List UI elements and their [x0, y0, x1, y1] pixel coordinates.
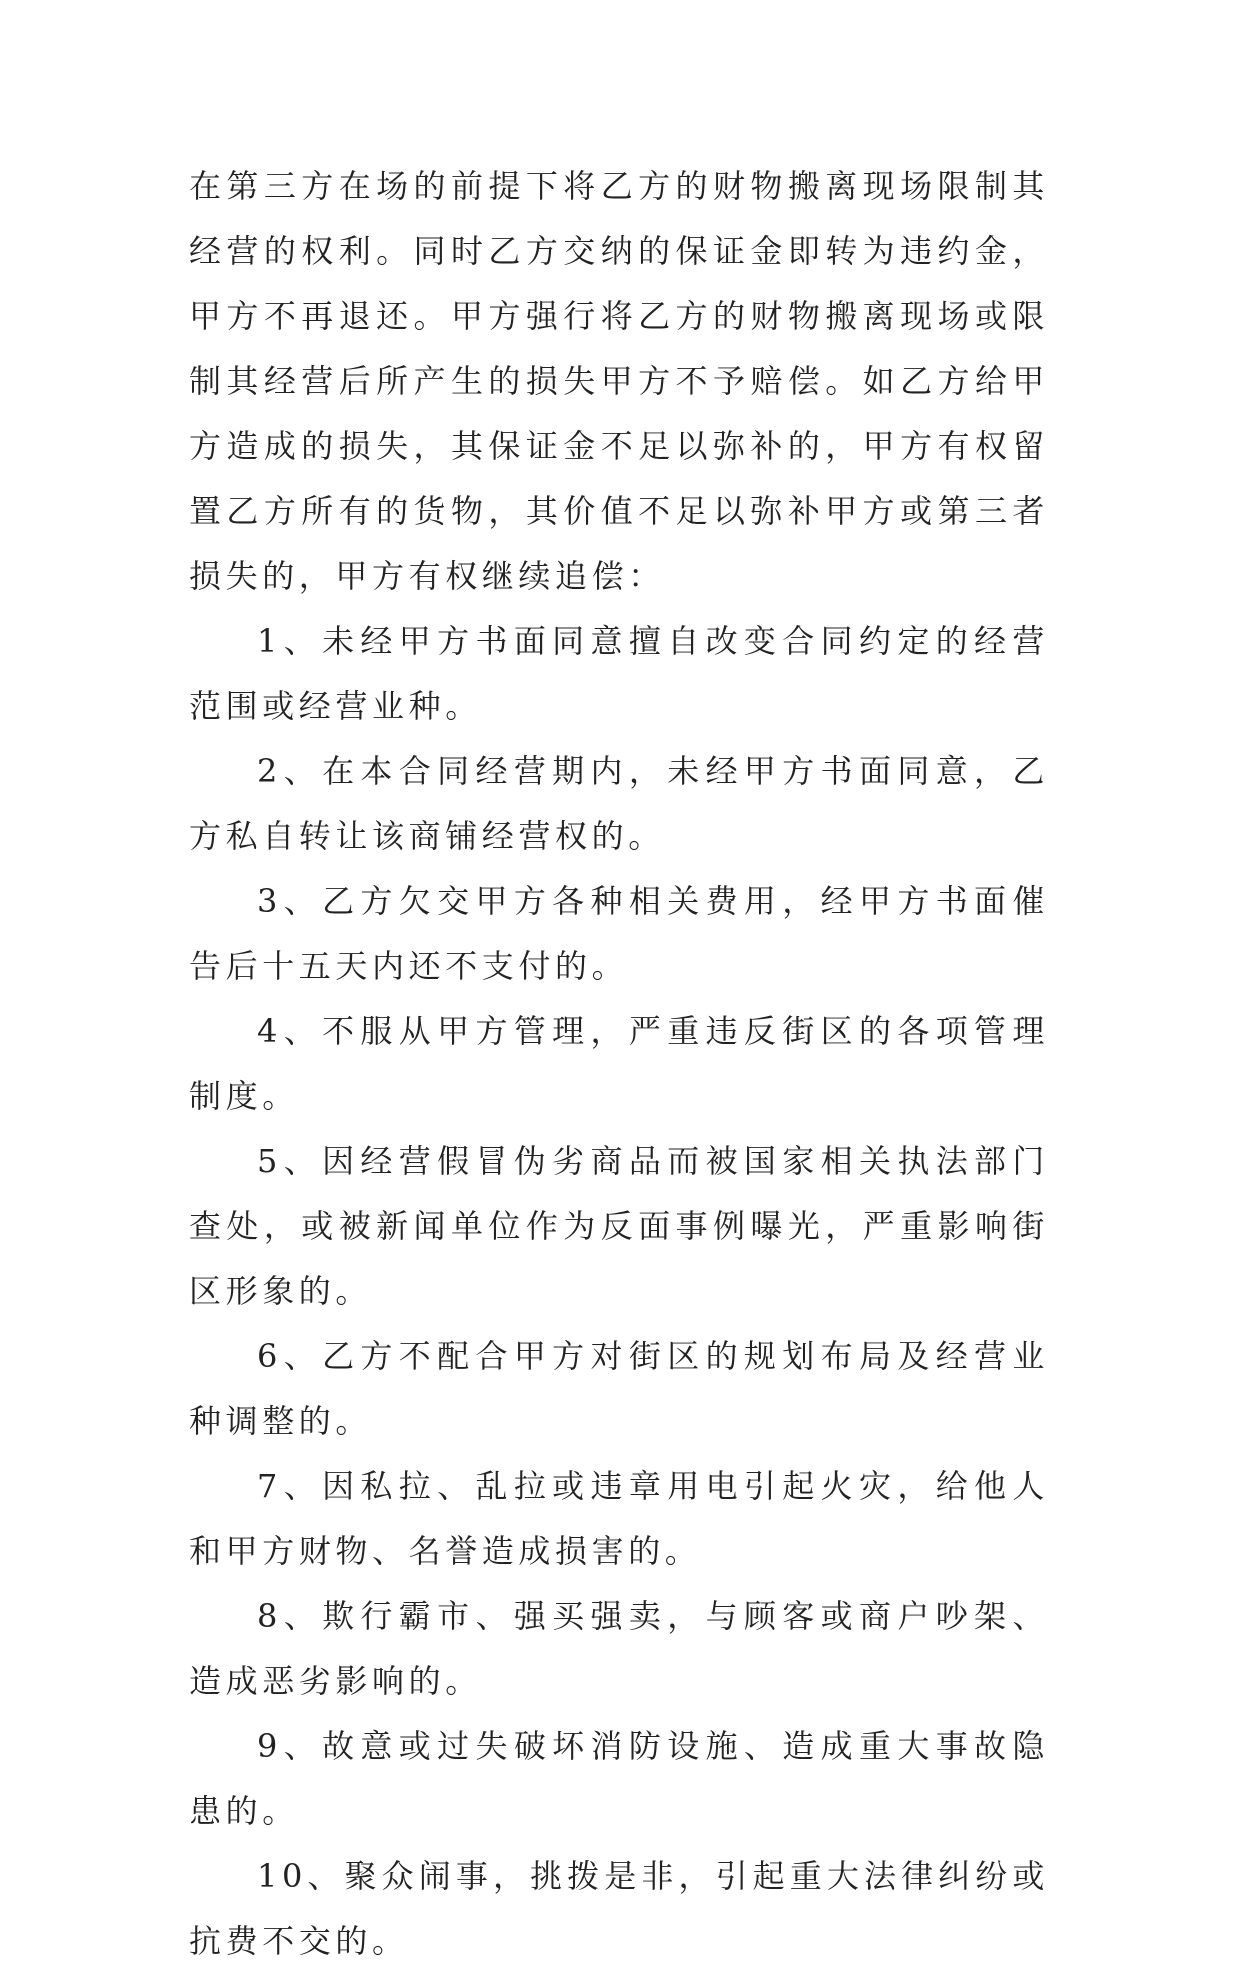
document-body	[189, 154, 1049, 1974]
clause-5: 5、因经营假冒伪劣商品而被国家相关执法部门查处，或被新闻单位作为反面事例曝光，严重影响街区形象的。	[189, 1142, 1049, 1310]
clause-2: 2、在本合同经营期内，未经甲方书面同意，乙方私自转让该商铺经营权的。	[189, 752, 1049, 855]
clause-9: 9、故意或过失破坏消防设施、造成重大事故隐患的。	[189, 1727, 1049, 1830]
clause-8: 8、欺行霸市、强买强卖，与顾客或商户吵架、造成恶劣影响的。	[189, 1597, 1049, 1700]
clause-10: 10、聚众闹事，挑拨是非，引起重大法律纠纷或抗费不交的。	[189, 1857, 1049, 1960]
opening-paragraph: 在第三方在场的前提下将乙方的财物搬离现场限制其经营的权利。同时乙方交纳的保证金即转为违约金，甲方不再退还。甲方强行将乙方的财物搬离现场或限制其经营后所产生的损失甲方不予赔偿。如乙方给甲方造成的损失，其保证金不足以弥补的，甲方有权留置乙方所有的货物，其价值不足以弥补甲方或第三者损失的，甲方有权继续追偿：	[189, 167, 1049, 595]
clause-6: 6、乙方不配合甲方对街区的规划布局及经营业种调整的。	[189, 1337, 1049, 1440]
clause-1: 1、未经甲方书面同意擅自改变合同约定的经营范围或经营业种。	[189, 622, 1049, 725]
clause-3: 3、乙方欠交甲方各种相关费用，经甲方书面催告后十五天内还不支付的。	[189, 882, 1049, 985]
clause-4: 4、不服从甲方管理，严重违反街区的各项管理制度。	[189, 1012, 1049, 1115]
clause-7: 7、因私拉、乱拉或违章用电引起火灾，给他人和甲方财物、名誉造成损害的。	[189, 1467, 1049, 1570]
